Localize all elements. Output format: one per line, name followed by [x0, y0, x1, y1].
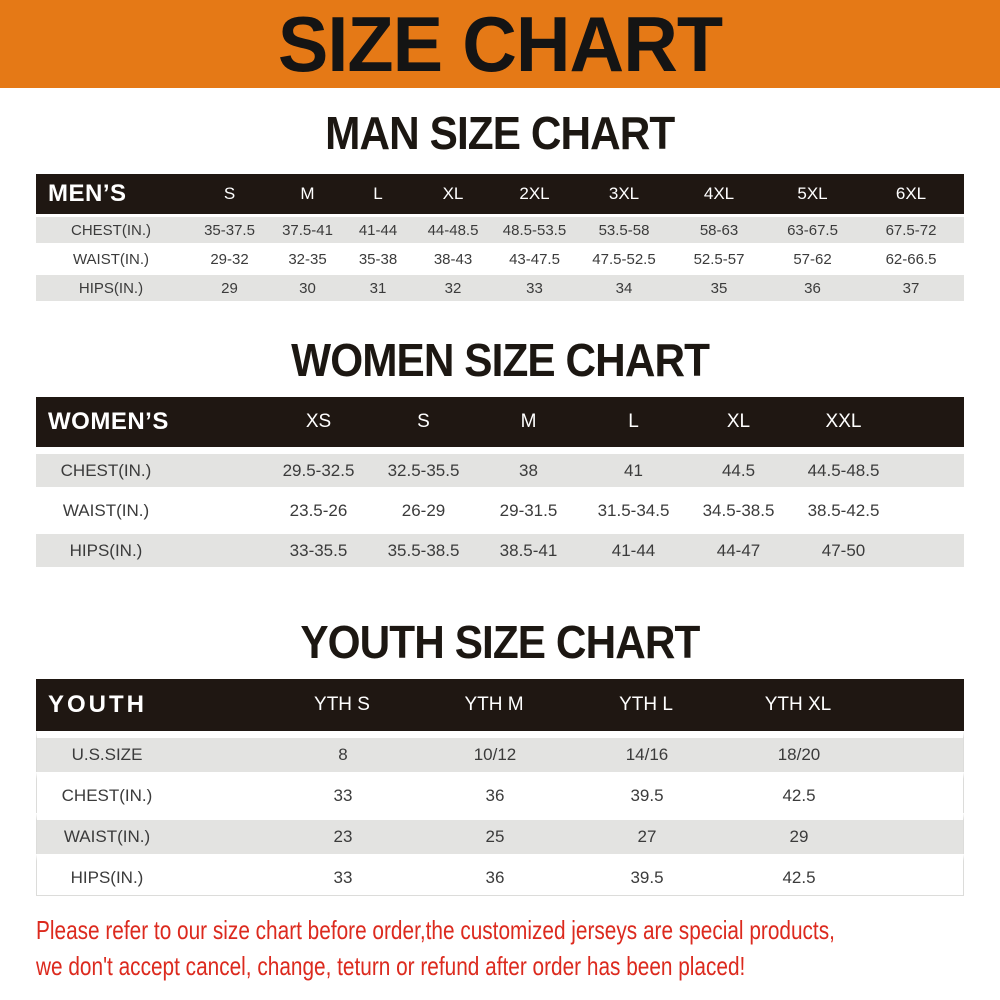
column-header-cell: YTH M [464, 694, 524, 715]
banner-title: SIZE CHART [277, 0, 723, 88]
row-label-cell: CHEST(IN.) [60, 460, 152, 480]
size-value-cell: 33-35.5 [289, 540, 348, 560]
size-value-cell: 36 [485, 786, 505, 805]
size-value-cell: 52.5-57 [693, 250, 745, 268]
row-label-cell: U.S.SIZE [71, 745, 143, 764]
women-size-heading-text: WOMEN SIZE CHART [291, 334, 709, 386]
size-value-cell: 34 [615, 279, 633, 297]
size-value-cell: 37 [902, 279, 920, 297]
size-value-cell: 27 [637, 827, 657, 846]
size-value-cell: 44.5 [721, 460, 756, 480]
table-header-row [36, 174, 964, 214]
size-value-cell: 42.5 [782, 868, 816, 887]
size-value-cell: 29.5-32.5 [282, 460, 355, 480]
row-label-cell: HIPS(IN.) [78, 279, 144, 297]
size-value-cell: 14/16 [625, 745, 669, 764]
youth-size-section [36, 616, 964, 896]
row-label-cell: HIPS(IN.) [70, 868, 144, 887]
size-value-cell: 32-35 [288, 250, 327, 268]
column-header-cell: 3XL [608, 184, 640, 203]
column-header-cell: 5XL [797, 184, 828, 203]
size-value-cell: 58-63 [699, 221, 739, 239]
table-row [36, 447, 964, 487]
column-header-cell: 4XL [703, 184, 735, 203]
table-row [36, 527, 964, 567]
column-header-cell: YTH S [314, 694, 370, 715]
notice-paragraph [36, 948, 1000, 984]
size-value-cell: 33 [333, 868, 353, 887]
size-value-cell: 35-38 [358, 250, 398, 268]
row-label-cell: WAIST(IN.) [63, 827, 151, 846]
column-header-cell: XXL [825, 411, 862, 432]
notice-paragraph [36, 912, 1000, 948]
content [36, 107, 964, 896]
size-value-cell: 36 [485, 868, 505, 887]
size-value-cell: 32 [444, 279, 462, 297]
column-header-cell: S [223, 184, 236, 203]
size-value-cell: 38.5-42.5 [807, 500, 880, 520]
column-header-cell: XS [305, 411, 332, 432]
man-size-heading [36, 107, 964, 159]
row-label-cell: WAIST(IN.) [72, 250, 150, 268]
youth-size-table [36, 679, 964, 896]
table-row [36, 731, 964, 772]
table-row [36, 272, 964, 301]
table-row [36, 813, 964, 854]
size-value-cell: 57-62 [793, 250, 832, 268]
man-size-heading-text: MAN SIZE CHART [325, 107, 675, 159]
size-value-cell: 41-44 [358, 221, 398, 239]
size-value-cell: 29-31.5 [499, 500, 558, 520]
column-header-cell: YTH L [619, 694, 673, 715]
table-row [36, 772, 964, 813]
size-value-cell: 29 [789, 827, 809, 846]
table-row [36, 243, 964, 272]
size-value-cell: 32.5-35.5 [387, 460, 460, 480]
men-size-table [36, 174, 964, 301]
size-value-cell: 33 [333, 786, 353, 805]
row-label-cell: CHEST(IN.) [71, 221, 151, 239]
size-value-cell: 41-44 [611, 540, 656, 560]
size-value-cell: 18/20 [777, 745, 821, 764]
size-value-cell: 29 [221, 279, 238, 297]
table-row [36, 854, 964, 896]
size-value-cell: 36 [804, 279, 821, 297]
size-value-cell: 39.5 [630, 868, 664, 887]
size-value-cell: 25 [485, 827, 505, 846]
table-title-cell: MEN’S [48, 180, 127, 207]
row-label-cell: CHEST(IN.) [61, 786, 153, 805]
column-header-cell: 2XL [519, 184, 550, 203]
table-header-row [36, 397, 964, 447]
size-value-cell: 39.5 [630, 786, 664, 805]
size-value-cell: 38-43 [433, 250, 473, 268]
size-value-cell: 53.5-58 [598, 221, 650, 239]
column-header-cell: S [417, 411, 430, 432]
size-value-cell: 35 [710, 279, 728, 297]
column-header-cell: XL [442, 184, 464, 203]
size-value-cell: 47-50 [821, 540, 866, 560]
size-value-cell: 38.5-41 [499, 540, 558, 560]
table-row [36, 487, 964, 527]
banner [0, 0, 1000, 88]
size-value-cell: 62-66.5 [885, 250, 937, 268]
size-value-cell: 34.5-38.5 [702, 500, 775, 520]
size-value-cell: 23.5-26 [289, 500, 348, 520]
size-value-cell: 8 [338, 745, 348, 764]
size-value-cell: 10/12 [473, 745, 517, 764]
size-value-cell: 42.5 [782, 786, 816, 805]
size-value-cell: 63-67.5 [787, 221, 838, 239]
size-value-cell: 44-48.5 [427, 221, 479, 239]
column-header-cell: M [300, 184, 315, 203]
table-row [36, 214, 964, 243]
footer-notice [36, 912, 1000, 984]
column-header-cell: M [520, 411, 537, 432]
column-header-cell: L [373, 184, 383, 203]
row-label-cell: WAIST(IN.) [62, 500, 150, 520]
man-size-section [36, 107, 964, 301]
size-value-cell: 33 [526, 279, 543, 297]
women-size-heading [36, 334, 964, 386]
size-value-cell: 35-37.5 [204, 221, 255, 239]
size-value-cell: 48.5-53.5 [502, 221, 567, 239]
table-title-cell: WOMEN’S [48, 408, 169, 435]
size-value-cell: 26-29 [401, 500, 446, 520]
size-value-cell: 29-32 [210, 250, 249, 268]
size-value-cell: 44.5-48.5 [807, 460, 880, 480]
size-value-cell: 44-47 [716, 540, 761, 560]
column-header-cell: YTH XL [764, 694, 832, 715]
row-label-cell: HIPS(IN.) [69, 540, 143, 560]
size-value-cell: 43-47.5 [509, 250, 560, 268]
column-header-cell: 6XL [895, 184, 927, 203]
column-header-cell: L [628, 411, 639, 432]
size-value-cell: 67.5-72 [885, 221, 937, 239]
size-value-cell: 37.5-41 [282, 221, 333, 239]
size-value-cell: 30 [299, 279, 316, 297]
size-value-cell: 38 [519, 460, 538, 480]
youth-size-heading [36, 616, 964, 668]
column-header-cell: XL [726, 411, 751, 432]
size-value-cell: 47.5-52.5 [592, 250, 656, 268]
notice-line-1: Please refer to our size chart before order,the customized jerseys are special products, [36, 915, 835, 945]
youth-size-heading-text: YOUTH SIZE CHART [300, 616, 700, 668]
size-value-cell: 35.5-38.5 [387, 540, 460, 560]
notice-line-2: we don't accept cancel, change, teturn or refund after order has been placed! [36, 951, 746, 981]
table-title-cell: YOUTH [48, 691, 147, 718]
size-value-cell: 31.5-34.5 [597, 500, 670, 520]
size-value-cell: 31 [369, 279, 387, 297]
size-value-cell: 23 [333, 827, 353, 846]
table-header-row [36, 679, 964, 731]
women-size-table [36, 397, 964, 567]
women-size-section [36, 334, 964, 567]
size-value-cell: 41 [624, 460, 643, 480]
